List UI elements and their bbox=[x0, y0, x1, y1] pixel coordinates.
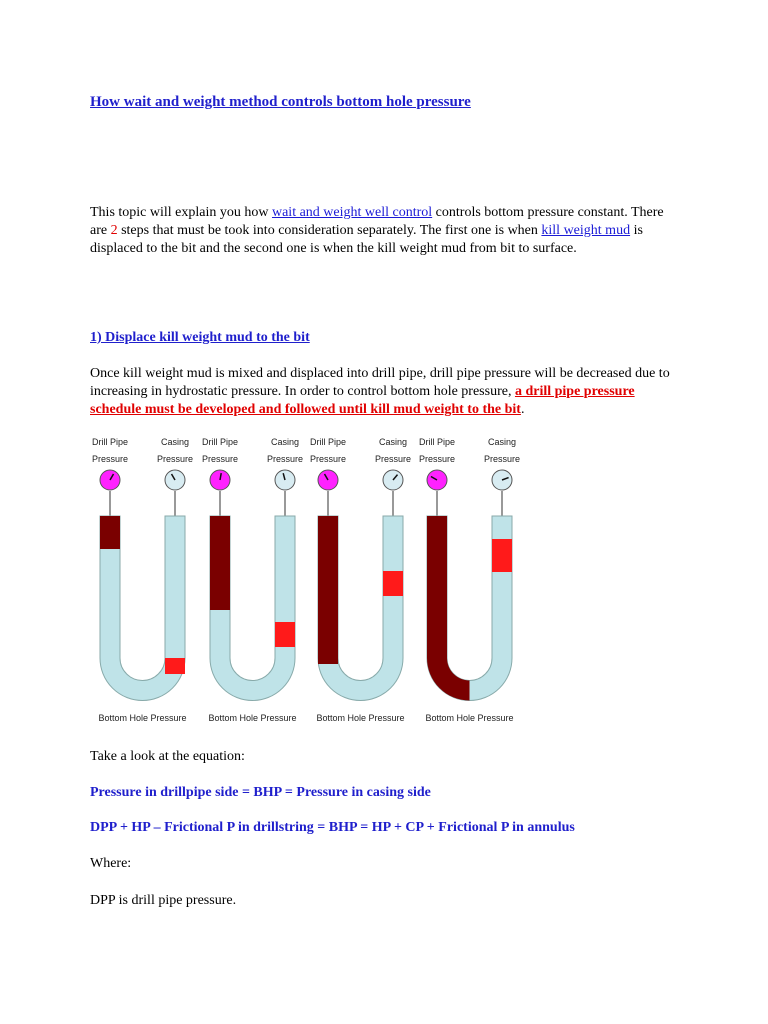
dp-label-3: Drill Pipe bbox=[309, 437, 347, 447]
dp-label-2: Drill Pipe bbox=[201, 437, 239, 447]
intro-text-4: is displaced to the bit and the second one is when the kill weight mud from bit to surface. bbox=[90, 223, 643, 256]
kill-mud-1 bbox=[100, 516, 120, 549]
bhp-label-1: Bottom Hole Pressure bbox=[98, 713, 187, 723]
intro-paragraph bbox=[90, 204, 680, 258]
dp-label-4: Drill Pipe bbox=[418, 437, 456, 447]
kill-weight-mud-link[interactable]: kill weight mud bbox=[541, 223, 631, 238]
schedule-emphasis: a drill pipe pressure schedule must be developed and followed until kill mud weight to the bit bbox=[90, 384, 635, 417]
casing-label-1: Casing bbox=[160, 437, 190, 447]
dp-label2-1: Pressure bbox=[91, 454, 129, 464]
casing-label2-2: Pressure bbox=[266, 454, 304, 464]
influx-4 bbox=[492, 539, 512, 572]
casing-label2-3: Pressure bbox=[374, 454, 412, 464]
kill-mud-4 bbox=[427, 516, 470, 701]
section-paragraph bbox=[90, 365, 680, 419]
step-count: 2 bbox=[110, 223, 118, 238]
section-heading: 1) Displace kill weight mud to the bit bbox=[90, 330, 310, 345]
casing-label2-4: Pressure bbox=[483, 454, 520, 464]
influx-3 bbox=[383, 571, 403, 596]
dp-label2-3: Pressure bbox=[309, 454, 347, 464]
equation-lead: Take a look at the equation: bbox=[90, 749, 245, 764]
intro-text-2: controls bottom pressure constant. There are bbox=[90, 205, 664, 238]
bhp-label-4: Bottom Hole Pressure bbox=[425, 713, 514, 723]
casing-label-4: Casing bbox=[487, 437, 517, 447]
kill-mud-3 bbox=[318, 516, 338, 664]
influx-2 bbox=[275, 622, 295, 647]
intro-text-1: This topic will explain you how bbox=[90, 205, 272, 220]
section-text-1: Once kill weight mud is mixed and displaced into drill pipe, drill pipe pressure will be decreased due to increasing in hydrostatic pressure. In order to control bottom hole pressure, bbox=[90, 366, 670, 399]
dp-label-1: Drill Pipe bbox=[91, 437, 129, 447]
u-tube-diagram bbox=[88, 428, 520, 728]
dp-label2-4: Pressure bbox=[418, 454, 456, 464]
intro-text-3: steps that must be took into consideration separately. The first one is when bbox=[117, 223, 542, 238]
where-label: Where: bbox=[90, 856, 132, 871]
influx-1 bbox=[165, 658, 185, 674]
casing-label-3: Casing bbox=[378, 437, 408, 447]
dp-label2-2: Pressure bbox=[201, 454, 239, 464]
equation-1: Pressure in drillpipe side = BHP = Pressure in casing side bbox=[90, 785, 431, 800]
page-title[interactable]: How wait and weight method controls bottom hole pressure bbox=[90, 94, 471, 110]
casing-label2-1: Pressure bbox=[156, 454, 194, 464]
section-text-2: . bbox=[520, 402, 525, 417]
wait-and-weight-link[interactable]: wait and weight well control bbox=[271, 205, 433, 220]
bhp-label-2: Bottom Hole Pressure bbox=[208, 713, 297, 723]
kill-mud-2 bbox=[210, 516, 230, 610]
bhp-label-3: Bottom Hole Pressure bbox=[316, 713, 405, 723]
definition-dpp: DPP is drill pipe pressure. bbox=[90, 893, 237, 908]
casing-label-2: Casing bbox=[270, 437, 300, 447]
equation-2: DPP + HP – Frictional P in drillstring = BHP = HP + CP + Frictional P in annulus bbox=[90, 820, 575, 835]
